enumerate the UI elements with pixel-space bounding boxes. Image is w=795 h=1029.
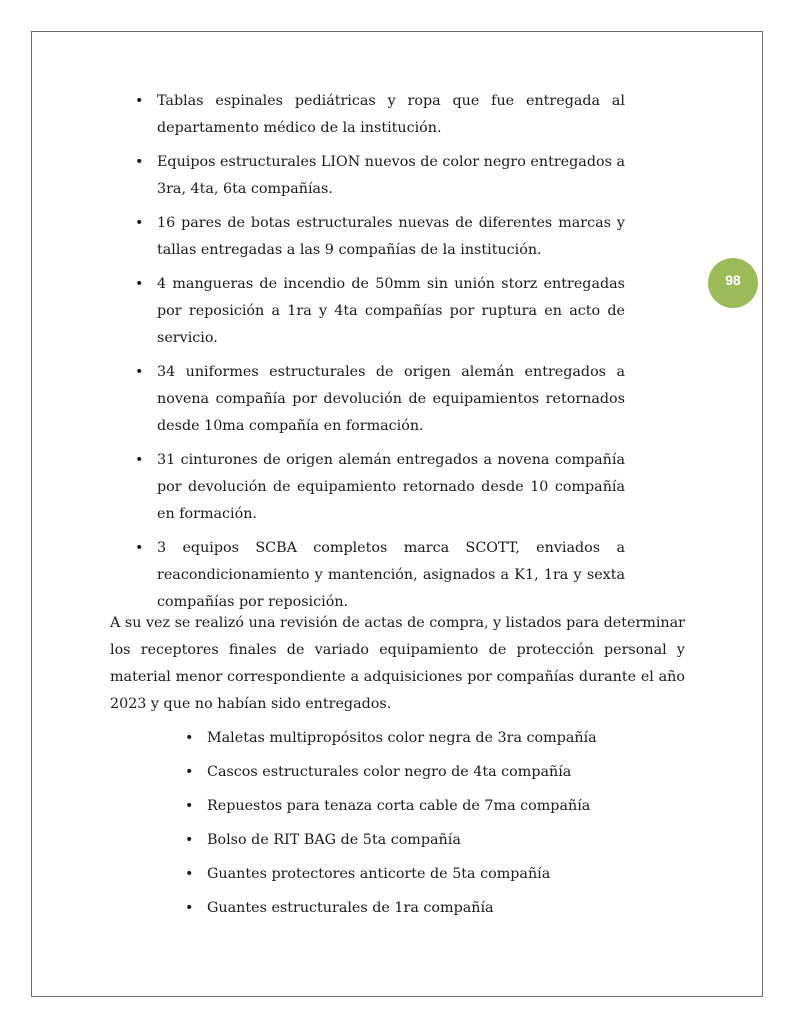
bullet-icon: •: [135, 215, 144, 231]
list-item-text: Guantes protectores anticorte de 5ta compañía: [207, 866, 551, 882]
list-item-text: Cascos estructurales color negro de 4ta compañía: [207, 764, 572, 780]
list-item: [135, 271, 625, 352]
bullet-icon: •: [185, 764, 194, 780]
list-item-text: Equipos estructurales LION nuevos de color negro entregados a 3ra, 4ta, 6ta compañías.: [157, 154, 625, 197]
bullet-icon: •: [135, 452, 144, 468]
list-item: [135, 210, 625, 264]
list-item-text: Repuestos para tenaza corta cable de 7ma compañía: [207, 798, 591, 814]
page-number-badge: 98: [708, 258, 758, 308]
list-item-text: 34 uniformes estructurales de origen alemán entregados a novena compañía por devolución de equipamientos retornados desde 10ma compañía en formación.: [157, 364, 625, 434]
bullet-icon: •: [135, 276, 144, 292]
list-item-text: Maletas multipropósitos color negra de 3ra compañía: [207, 730, 597, 746]
body-paragraph: A su vez se realizó una revisión de actas de compra, y listados para determinar los receptores finales de variado equipamiento de protección personal y material menor correspondiente a adquisiciones por compañías durante el año 2023 y que no habían sido entregados.: [110, 615, 685, 712]
bullet-icon: •: [135, 154, 144, 170]
bullet-icon: •: [185, 832, 194, 848]
list-item: [185, 827, 685, 854]
list-item-text: 16 pares de botas estructurales nuevas de diferentes marcas y tallas entregadas a las 9 compañías de la institución.: [157, 215, 625, 258]
list-item: [185, 793, 685, 820]
list-item: [185, 861, 685, 888]
bullet-icon: •: [135, 93, 144, 109]
list-item-text: Bolso de RIT BAG de 5ta compañía: [207, 832, 461, 848]
bullet-icon: •: [185, 798, 194, 814]
bullet-icon: •: [135, 540, 144, 556]
list-item: [135, 359, 625, 440]
list-item: [135, 88, 625, 142]
equipment-delivered-list: [135, 88, 625, 623]
list-item: [135, 149, 625, 203]
list-item: [185, 895, 685, 922]
bullet-icon: •: [185, 730, 194, 746]
list-item-text: 3 equipos SCBA completos marca SCOTT, enviados a reacondicionamiento y mantención, asignados a K1, 1ra y sexta compañías por reposición.: [157, 540, 625, 610]
bullet-icon: •: [185, 900, 194, 916]
list-item-text: Tablas espinales pediátricas y ropa que fue entregada al departamento médico de la institución.: [157, 93, 625, 136]
list-item-text: 4 mangueras de incendio de 50mm sin unión storz entregadas por reposición a 1ra y 4ta compañías por ruptura en acto de servicio.: [157, 276, 625, 346]
list-item-text: Guantes estructurales de 1ra compañía: [207, 900, 494, 916]
list-item: [185, 759, 685, 786]
list-item: [185, 725, 685, 752]
list-item: [135, 535, 625, 616]
list-item: [135, 447, 625, 528]
pending-equipment-list: [185, 725, 685, 929]
bullet-icon: •: [135, 364, 144, 380]
list-item-text: 31 cinturones de origen alemán entregados a novena compañía por devolución de equipamiento retornado desde 10 compañía en formación.: [157, 452, 625, 522]
bullet-icon: •: [185, 866, 194, 882]
